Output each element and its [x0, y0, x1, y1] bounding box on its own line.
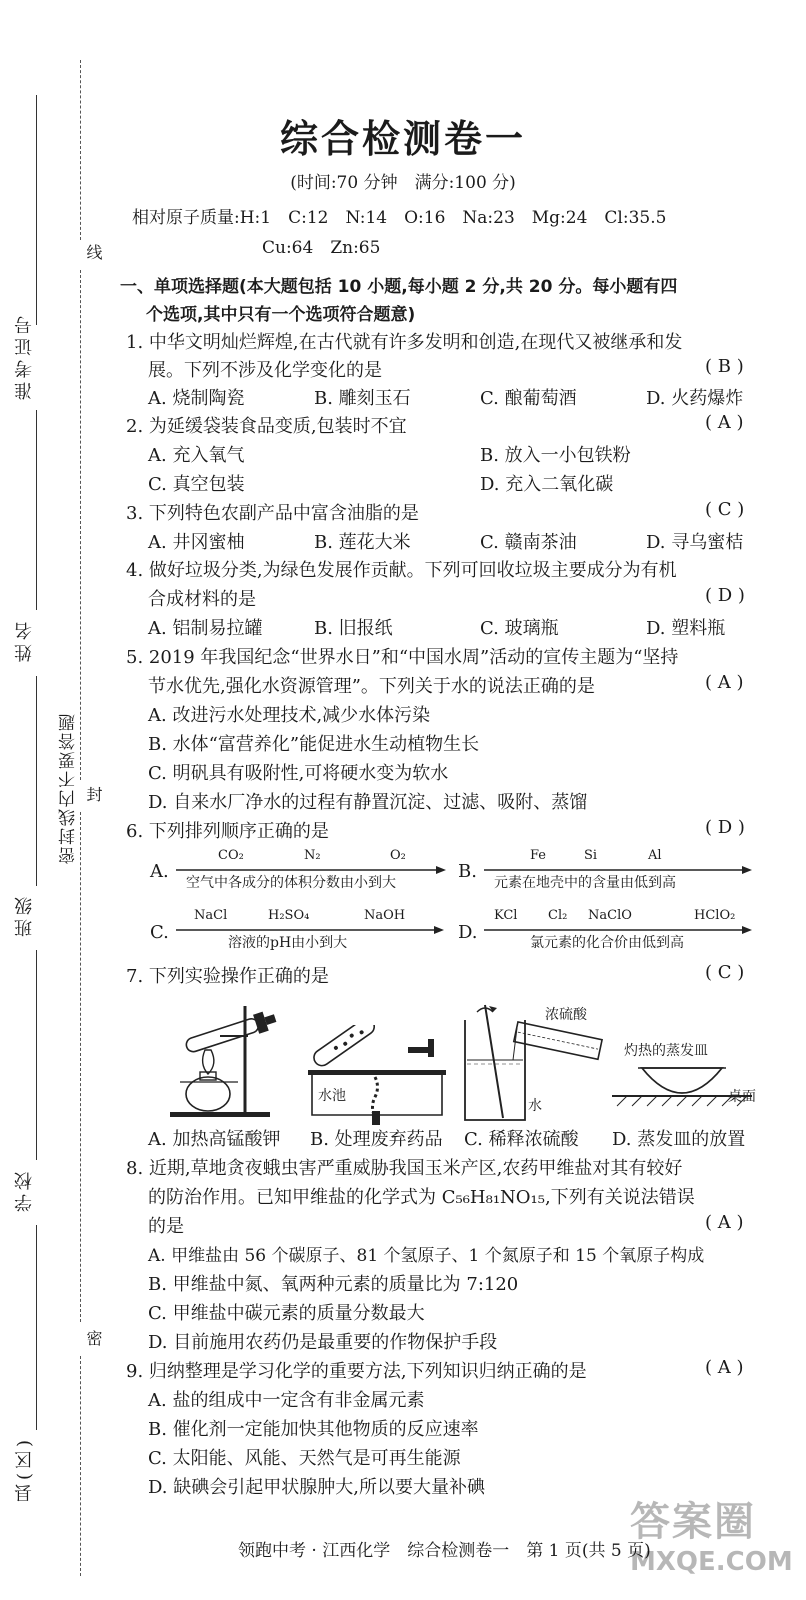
acid-label: 浓硫酸: [545, 1007, 587, 1023]
option: B. 处理废弃药品: [310, 1129, 443, 1150]
question-stem: 的防治作用。已知甲维盐的化学式为 C₅₆H₈₁NO₁₅,下列有关说法错误: [148, 1187, 695, 1208]
field-line: [36, 410, 37, 610]
question-stem: 展。下列不涉及化学变化的是: [148, 360, 382, 381]
option: B. 旧报纸: [314, 618, 393, 639]
option: C. 稀释浓硫酸: [464, 1129, 579, 1150]
option: B. 放入一小包铁粉: [480, 445, 631, 466]
question-stem: 9. 归纳整理是学习化学的重要方法,下列知识归纳正确的是: [126, 1361, 587, 1382]
option-letter: A.: [150, 861, 169, 882]
option: C. 赣南茶油: [480, 532, 577, 553]
seal-dashed-line: [80, 1356, 81, 1576]
tick-label: NaOH: [364, 908, 406, 923]
field-line: [36, 950, 37, 1160]
question-stem: 5. 2019 年我国纪念“世界水日”和“中国水周”活动的宣传主题为“坚持: [126, 647, 679, 668]
option-letter: B.: [458, 861, 477, 882]
option: D. 蒸发皿的放置: [612, 1129, 746, 1150]
option: A. 铝制易拉罐: [148, 618, 263, 639]
watermark-logo: [630, 1490, 800, 1590]
seal-dashed-line: [80, 812, 81, 1322]
question-stem: 4. 做好垃圾分类,为绿色发展作贡献。下列可回收垃圾主要成分为有机: [126, 560, 677, 581]
answer-mark: ( D ): [705, 817, 745, 838]
atomic-masses-line: 相对原子质量:H:1 C:12 N:14 O:16 Na:23 Mg:24 Cl:35.5: [132, 208, 667, 228]
figure-heating-kmno4: [150, 996, 290, 1121]
class-label: 班级: [14, 893, 35, 937]
option: B. 莲花大米: [314, 532, 411, 553]
school-label: 学校: [14, 1168, 35, 1212]
question-stem: 3. 下列特色农副产品中富含油脂的是: [126, 503, 419, 524]
water-label: 水: [528, 1098, 542, 1114]
tick-label: Al: [648, 848, 662, 863]
answer-mark: ( A ): [705, 672, 744, 693]
seal-warning: 密封线内不要答题: [59, 712, 79, 864]
arrow-caption: 氯元素的化合价由低到高: [530, 935, 684, 951]
option: A. 井冈蜜柚: [148, 532, 245, 553]
option: C. 甲维盐中碳元素的质量分数最大: [148, 1303, 425, 1324]
answer-mark: ( C ): [705, 962, 745, 983]
county-label: 县(区): [14, 1436, 35, 1503]
tick-label: Fe: [530, 848, 547, 863]
secret-mark: 密: [84, 1330, 103, 1346]
option: C. 酿葡萄酒: [480, 388, 577, 409]
option: C. 真空包装: [148, 474, 245, 495]
option: A. 烧制陶瓷: [148, 388, 245, 409]
answer-mark: ( A ): [705, 1212, 744, 1233]
option: A. 加热高锰酸钾: [148, 1129, 281, 1150]
answer-mark: ( A ): [705, 412, 744, 433]
seal-mark: 封: [84, 786, 103, 802]
question-stem: 节水优先,强化水资源管理”。下列关于水的说法正确的是: [148, 676, 595, 697]
tick-label: NaCl: [194, 908, 228, 923]
option: A. 盐的组成中一定含有非金属元素: [148, 1390, 425, 1411]
seal-dashed-line: [80, 270, 81, 780]
option: D. 火药爆炸: [646, 388, 744, 409]
order-arrow-d: [484, 908, 754, 958]
question-stem: 1. 中华文明灿烂辉煌,在古代就有许多发明和创造,在现代又被继承和发: [126, 332, 683, 353]
option: C. 太阳能、风能、天然气是可再生能源: [148, 1448, 461, 1469]
tick-label: Si: [584, 848, 598, 863]
exam-number-label: 准考证号: [14, 312, 35, 400]
field-line: [36, 1225, 37, 1430]
field-line: [36, 676, 37, 886]
option: D. 目前施用农药仍是最重要的作物保护手段: [148, 1332, 498, 1353]
section-heading: 个选项,其中只有一个选项符合题意): [146, 305, 416, 325]
line-mark: 线: [84, 244, 103, 260]
tick-label: KCl: [494, 908, 518, 923]
option: D. 缺碘会引起甲状腺肿大,所以要大量补碘: [148, 1477, 485, 1498]
option: B. 催化剂一定能加快其他物质的反应速率: [148, 1419, 479, 1440]
option: C. 玻璃瓶: [480, 618, 559, 639]
watermark-url: MXQE.COM: [630, 1547, 793, 1577]
tick-label: NaClO: [588, 908, 632, 923]
question-stem: 6. 下列排列顺序正确的是: [126, 821, 329, 842]
dish-label: 灼热的蒸发皿: [624, 1043, 708, 1059]
arrow-caption: 空气中各成分的体积分数由小到大: [186, 875, 396, 891]
page-footer: 领跑中考 · 江西化学 综合检测卷一 第 1 页(共 5 页): [238, 1541, 651, 1561]
section-heading: 一、单项选择题(本大题包括 10 小题,每小题 2 分,共 20 分。每小题有四: [120, 277, 678, 297]
option: A. 甲维盐由 56 个碳原子、81 个氢原子、1 个氮原子和 15 个氧原子构成: [148, 1246, 705, 1266]
option-letter: D.: [458, 922, 478, 943]
option: B. 雕刻玉石: [314, 388, 411, 409]
arrow-caption: 元素在地壳中的含量由低到高: [494, 875, 676, 891]
question-stem: 8. 近期,草地贪夜蛾虫害严重威胁我国玉米产区,农药甲维盐对其有较好: [126, 1158, 683, 1179]
answer-mark: ( A ): [705, 1357, 744, 1378]
tick-label: H₂SO₄: [268, 908, 310, 923]
answer-mark: ( D ): [705, 585, 745, 606]
watermark-text: 答案圈: [630, 1499, 756, 1545]
arrow-caption: 溶液的pH由小到大: [228, 935, 348, 951]
order-arrow-b: [484, 848, 754, 898]
tick-label: Cl₂: [548, 908, 568, 923]
option: D. 充入二氧化碳: [480, 474, 614, 495]
order-arrow-a: [176, 848, 446, 898]
option: B. 水体“富营养化”能促进水生动植物生长: [148, 734, 480, 755]
binding-sidebar: [0, 0, 115, 1600]
option: A. 充入氧气: [148, 445, 245, 466]
figure-waste-disposal: [300, 1025, 450, 1125]
tick-label: O₂: [390, 848, 406, 863]
atomic-masses-line: Cu:64 Zn:65: [262, 238, 381, 258]
question-stem: 7. 下列实验操作正确的是: [126, 966, 329, 987]
option: B. 甲维盐中氮、氧两种元素的质量比为 7:120: [148, 1274, 519, 1295]
option: A. 改进污水处理技术,减少水体污染: [148, 705, 431, 726]
page-title: 综合检测卷一: [279, 117, 526, 161]
option: D. 自来水厂净水的过程有静置沉淀、过滤、吸附、蒸馏: [148, 792, 588, 813]
answer-mark: ( B ): [705, 356, 744, 377]
question-stem: 2. 为延缓袋装食品变质,包装时不宜: [126, 416, 407, 437]
option: C. 明矾具有吸附性,可将硬水变为软水: [148, 763, 449, 784]
answer-mark: ( C ): [705, 499, 745, 520]
option-letter: C.: [150, 922, 169, 943]
tick-label: HClO₂: [694, 908, 736, 923]
time-score-note: (时间:70 分钟 满分:100 分): [290, 173, 516, 193]
table-label: 桌面: [728, 1089, 756, 1105]
order-arrow-c: [176, 908, 446, 958]
question-stem: 的是: [148, 1216, 184, 1237]
sink-label: 水池: [318, 1088, 346, 1104]
question-stem: 合成材料的是: [148, 589, 256, 610]
option: D. 寻乌蜜桔: [646, 532, 744, 553]
tick-label: N₂: [304, 848, 321, 863]
tick-label: CO₂: [218, 848, 244, 863]
option: D. 塑料瓶: [646, 618, 726, 639]
name-label: 姓名: [14, 618, 35, 662]
